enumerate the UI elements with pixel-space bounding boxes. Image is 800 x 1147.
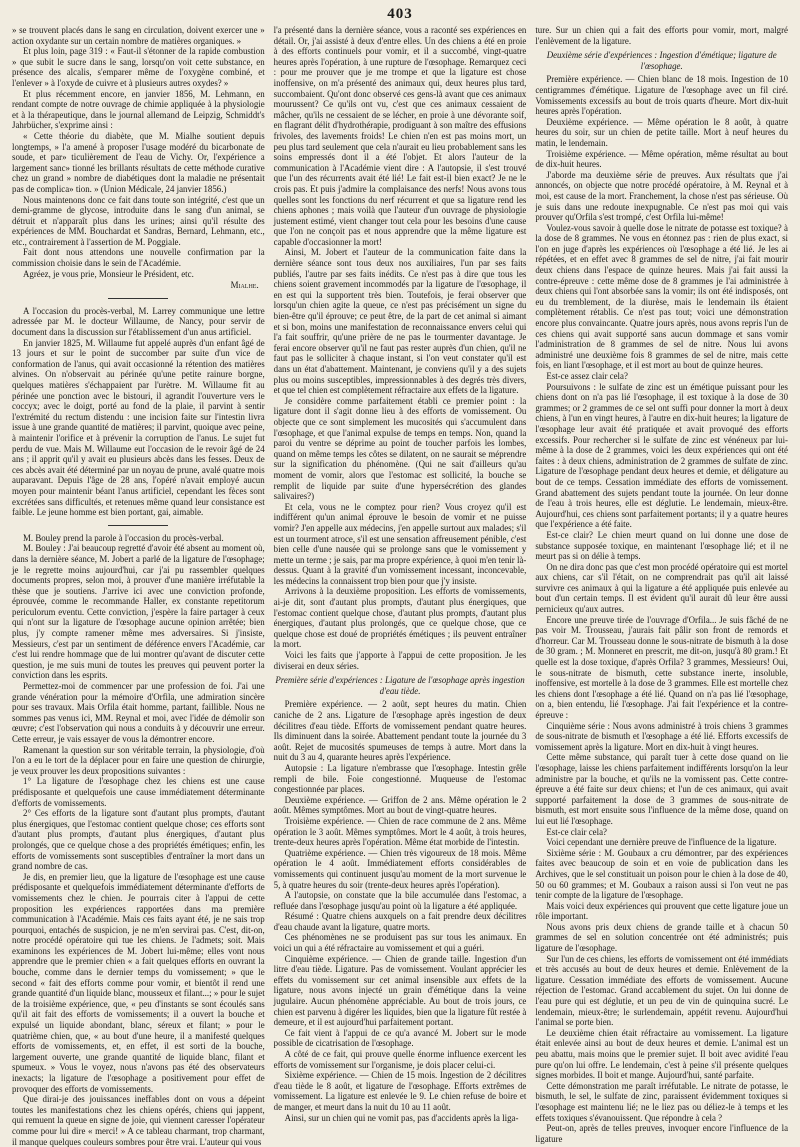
signature: Mialhe.: [230, 280, 259, 291]
paragraph: « Cette théorie du diabète, que M. Mialhe soutient depuis longtemps, » l'a amené à proposer l'usage modéré du bicarbonate de soude, et par» ticulièrement de l'eau de Vichy. Or, l'expérience a largement sanc» tionné les brillants résultats de cette méthode curative chez un grand » nombre de diabétiques dont la maladie ne présentait pas de complica» tion. » (Union Médicale, 24 janvier 1856.): [12, 130, 265, 194]
page-header: [12, 0, 788, 24]
paragraph: Et cela, vous ne le comptez pour rien? Vous croyez qu'il est indifférent qu'un animal éprouve le besoin de vomir et ne puisse vomir? J'en appelle aux médecins, j'en appelle surtout aux malades; s'il est un tourment atroce, s'il est une sensation affreusement pénible, c'est bien celle d'une nausée qui se prolonge sans que le vomissement y mette un terme ; je sais, par ma propre expérience, à quoi m'en tenir là-dessus. Quant à la gravité d'un vomissement incessant, inconcevable, les médecins la connaissent trop bien pour que j'y insiste.: [273, 501, 527, 586]
paragraph: On ne dira donc pas que c'est mon procédé opératoire qui est mortel aux chiens, car s'il l'était, on ne comprendrait pas qu'il ait laissé survivre ces animaux à qui la ligature a été appliquée puis enlevée au bout d'un certain temps. Il est évident qu'il aurait dû leur être aussi pernicieux qu'aux autres.: [535, 561, 789, 615]
separator-rule: [108, 298, 168, 299]
paragraph: Cinquième série : Nous avons administré à trois chiens 3 grammes de sous-nitrate de bismuth et l'œsophage a été lié. Efforts excessifs de vomissement après la ligature. Mort en dix-huit à vingt heures.: [535, 720, 789, 752]
paragraph: A l'occasion du procès-verbal, M. Larrey communique une lettre adressée par M. le docteur Willaume, de Nancy, pour servir de document dans la discussion sur l'établissement d'un anus artificiel.: [12, 305, 265, 338]
paragraph: Arrivons à la deuxième proposition. Les efforts de vomissements, ai-je dit, sont d'autant plus prompts, d'autant plus énergiques, que l'estomac contient quelque chose, d'autant plus prompts, d'autant plus énergiques, d'autant plus prolongés, que ce quelque chose, que ce quelque chose est doué de propriétés émétiques ; ils peuvent entraîner la mort.: [273, 586, 527, 650]
paragraph: J'aborde ma deuxième série de preuves. Aux résultats que j'ai annoncés, on objecte que notre procédé opératoire, à M. Reynal et à moi, est cause de la mort. Franchement, la chose n'est pas sérieuse. Où je suis dans une redoute inexpugnable. Ce n'est pas moi qui vais prouver qu'Orfila s'est trompé, c'est Orfila lui-même!: [535, 169, 789, 223]
experiment-paragraph: Cinquième expérience. — Chien de grande taille. Ingestion d'un litre d'eau tiède. Ligature. Pas de vomissement. Voulant apprécier les effets du vomissement sur cet animal insensible aux effets de la ligature, nous avons injecté un grain d'émétique dans la veine jugulaire. Aucun phénomène appréciable. Au bout de trois jours, ce chien est parvenu à digérer les liquides, bien que la ligature fût restée à demeure, et il est aujourd'hui parfaitement portant.: [273, 953, 527, 1028]
experiment-paragraph: Deuxième expérience. — Même opération le 8 août, à quatre heures du soir, sur un chien de petite taille. Mort à neuf heures du matin, le lendemain.: [535, 116, 789, 148]
paragraph: l'a présenté dans la dernière séance, vous a raconté ses expériences en détail. Or, j'ai assisté à deux d'entre elles. Un des chiens a été en proie à des efforts continuels pour vomir, et il a succombé, vingt-quatre heures après l'opération, à une rupture de l'œsophage. Remarquez ceci : pour me prouver que je me trompe et que la ligature est chose inoffensive, on m'a présenté des animaux qui, deux heures plus tard, succombaient. Qu'ont donc observé ces gens-là avant que ces animaux mourussent? Ce qu'ils ont vu, c'est que ces animaux cessaient de mâcher, qu'ils ne cessaient de se lécher, en proie à une dévorante soif, en flagrant délit d'hydrothérapie, prodiguant à son maître des effusions frivoles, des lavements froids! Le chien n'en est pas moins mort, un peu plus tard seulement que cela n'aurait eu lieu probablement sans les soins empressés dont il a été l'objet. Et alors l'auteur de la communication à l'Académie vient dire : A l'autopsie, il s'est trouvé que l'un des récurrents avait été lié! Le fait est-il bien exact? Je ne le crois pas. Et puis j'admire la complaisance des nerfs! Nous avons tous quelles sont les fonctions du nerf récurrent et que sa ligature rend les chiens aphones ; mais voilà que l'auteur d'un ouvrage de physiologie justement estimé, vient changer tout cela pour les besoins d'une cause que l'on ne conçoit pas et nous apprendre que la même ligature est capable d'occasionner la mort!: [273, 25, 527, 247]
paragraph: Agréez, je vous prie, Monsieur le Président, etc.: [23, 268, 194, 279]
paragraph: Et plus récemment encore, en janvier 1856, M. Lehmann, en rendant compte de notre ouvrage de chimie appliquée à la physiologie et à la thérapeutique, dans le journal allemand de Leipzig, Schmiddt's Jahrbücher, s'exprime ainsi :: [12, 88, 265, 131]
paragraph: A l'autopsie, on constate que la bile accumulée dans l'estomac, a refluée dans l'œsophage jusqu'au point où la ligature a été appliquée.: [273, 890, 527, 911]
experiment-paragraph: Troisième expérience. — Même opération, même résultat au bout de dix-huit heures.: [535, 148, 789, 170]
page-number: 403: [387, 6, 413, 22]
paragraph: 2° Ces efforts de la ligature sont d'autant plus prompts, d'autant plus énergiques, que l'estomac contient quelque chose; ces efforts sont d'autant plus prompts, d'autant plus énergiques, d'autant plus prolongés, que ce quelque chose a des propriétés émétiques; enfin, les efforts de vomissements sont susceptibles d'entraîner la mort dans un grand nombre de cas.: [12, 808, 265, 872]
paragraph: Sixième série : M. Goubaux a cru démontrer, par des expériences faites avec beaucoup de soin et en voie de publication dans les Archives, que le sel constituait un poison pour le chien à la dose de 40, 50 ou 60 grammes; et M. Goubaux a raison aussi si l'on veut ne pas tenir compte de la ligature de l'œsophage.: [535, 847, 789, 901]
paragraph: Autopsie : La ligature n'embrasse que l'œsophage. Intestin grêle rempli de bile. Foie congestionné. Muqueuse de l'estomac congestionnée par places.: [273, 762, 527, 795]
column-left: [12, 25, 265, 1147]
paragraph: Voici cependant une dernière preuve de l'influence de la ligature.: [546, 837, 777, 848]
paragraph: Fait dont nous attendons une nouvelle confirmation par la commission choisie dans le sein de l'Académie.: [12, 247, 265, 269]
paragraph: Nous avons pris deux chiens de grande taille et à chacun 50 grammes de sel en solution concentrée ont été administrés; puis ligature de l'œsophage.: [535, 921, 789, 954]
experiment-paragraph: Première expérience. — Chien blanc de 18 mois. Ingestion de 10 centigrammes d'émétique. Ligature de l'œsophage avec un fil ciré. Vomissements excessifs au bout de trois quarts d'heure. Mort dix-huit heures après l'opération.: [535, 74, 789, 117]
paragraph: Poursuivons : le sulfate de zinc est un émétique puissant pour les chiens dont on n'a pas lié l'œsophage, il est toxique à la dose de 30 grammes; or 2 grammes de ce sel ont suffi pour donner la mort à deux chiens, à l'un en vingt heures, à l'autre en dix-huit heures; la ligature de l'œsophage leur avait été pratiquée et avait provoqué des efforts excessifs. Pour rechercher si le sulfate de zinc est vénéneux par lui-même à la dose de 2 grammes, voici les deux expériences qui ont été faites : à deux chiens, administration de 2 grammes de sulfate de zinc. Ligature de l'œsophage pendant deux heures et demie, et déligature au bout de ce temps. Cessation immédiate des efforts de vomissement. Grand abattement des sujets pendant toute la journée. On leur donne de l'eau à trois heures, elle est déglutie. Le lendemain, mieux-être. Aujourd'hui, ces chiens sont parfaitement portants; il y a quatre heures que l'expérience a été faite.: [535, 381, 789, 530]
paragraph: M. Bouley : J'ai beaucoup regretté d'avoir été absent au moment où, dans la dernière séance, M. Jobert a parlé de la ligature de l'œsophage; je le regrette moins aujourd'hui, car j'ai pu rassembler quelques documents propres, selon moi, à prouver d'une manière irréfutable la thèse que je soutiens. J'arrive ici avec une conviction profonde, éprouvée, comme le recommande Haller, ex constante repetitorum periculorum eventu. Cette conviction, j'espère la faire partager à ceux qui n'ont sur la ligature de l'œsophage aucune opinion arrêtée; bien plus, j'y compte ramener même mes adversaires. Si j'insiste, Messieurs, c'est par un sentiment de déférence envers l'Académie, car c'est lui rendre hommage que de lui montrer qu'avant de discuter cette question, je me suis muni de toutes les preuves qui peuvent porter la conviction dans les esprits.: [12, 543, 265, 681]
paragraph: ture. Sur un chien qui a fait des efforts pour vomir, mort, malgré l'enlèvement de la ligature.: [535, 25, 789, 46]
paragraph: Ainsi, M. Jobert et l'auteur de la communication faite dans la dernière séance sont tous deux nos auxiliaires, l'un par ses faits publiés, l'autre par ses faits inédits. Ce n'est pas à dire que tous les chiens soient gravement incommodés par la ligature de l'œsophage, il en est qui la supportent très bien. Toutefois, je ferai observer que lorsqu'un chien agite la queue, ce n'est pas précisément un signe du bien-être qu'il éprouve; ce peut être, de la part de cet animal si aimant et si bon, moins une manifestation de reconnaissance envers celui qui l'a fait souffrir, qu'une prière de ne pas le tourmenter davantage. Je ferai encore observer qu'il ne faut pas rester auprès d'un chien, qu'il ne faut pas le solliciter à chaque instant, si l'on veut constater qu'il est dans un état d'abattement. Maintenant, je conviens qu'il y a des sujets plus ou moins susceptibles, impressionnables à des degrés très divers, et que tel chien est complètement réfractaire aux effets de la ligature.: [273, 247, 527, 396]
paragraph: Je considère comme parfaitement établi ce premier point : la ligature dont il s'agit donne lieu à des efforts de vomissement. Ou objecte que ce sont simplement les mucosités qui s'accumulent dans l'œsophage, et que l'animal expulse de temps en temps. Non, quand la paroi du ventre se déprime au point de toucher parfois les lombes, quand on même temps les côtes se dilatent, on ne saurait se méprendre sur la signification du phénomène. (Qui ne sait d'ailleurs qu'au moment de vomir, alors que l'estomac est sollicité, la bouche se remplit de liquide par suite d'une hypersécrétion des glandes salivaires?): [273, 395, 527, 502]
paragraph: Mais voici deux expériences qui prouvent que cette ligature joue un rôle important.: [535, 900, 789, 922]
paragraph: A côté de ce fait, qui prouve quelle énorme influence exercent les efforts de vomissement sur l'organisme, je dois placer celui-ci.: [273, 1049, 527, 1070]
paragraph: Encore une preuve tirée de l'ouvrage d'Orfila... Je suis fâché de ne pas voir M. Trousseau, j'aurais fait pâlir son front de remords et d'horreur. Car M. Trousseau donne le sous-nitrate de bismuth à la dose de 30 gram. ; M. Monneret en prescrit, me dit-on, jusqu'à 80 gram.! Et quelle est la dose toxique, d'après Orfila? 3 grammes, Messieurs! Oui, le sous-nitrate de bismuth, cette substance inerte, insoluble, inoffensive, est mortelle à la dose de 3 grammes. Elle est mortelle chez les chiens dont l'œsophage a été lié. Quand on n'a pas lié l'œsophage, on a, bien entendu, lié l'œsophage. J'ai fait l'expérience et la contre-épreuve :: [535, 614, 789, 720]
paragraph: Cette même substance, qui paraît tuer à cette dose quand on lie l'œsophage, laisse les chiens parfaitement indifférents lorsqu'on la leur administre par la bouche, et qu'ils ne la vomissent pas. Cette contre-épreuve a été faite sur deux chiens; et l'un de ces animaux, qui avait supporté parfaitement la dose de 3 grammes de sous-nitrate de bismuth, est mort ensuite sous l'influence de la même dose, quand on lui eut lié l'œsophage.: [535, 752, 789, 826]
paragraph: 1° La ligature de l'œsophage chez les chiens est une cause prédisposante et quelquefois une cause immédiatement déterminante d'efforts de vomissements.: [12, 776, 265, 808]
paragraph: Permettez-moi de commencer par une profession de foi. J'ai une grande vénération pour la mémoire d'Orfila, une admiration sincère pour ses travaux. Mais Orfila était homme, partant, faillible. Nous ne sommes pas venus ici, MM. Reynal et moi, avec l'idée de démolir son œuvre; c'est l'observation qui nous a conduits à y découvrir une erreur. Cette erreur, je vais essayer de vous la démontrer encore.: [12, 681, 265, 744]
experiment-paragraph: Troisième expérience. — Chien de race commune de 2 ans. Même opération le 3 août. Mêmes symptômes. Mort le 4 août, à trois heures, trente-deux heures après l'opération. Même état morbide de l'intestin.: [273, 815, 527, 848]
paragraph: Nous maintenons donc ce fait dans toute son intégrité, c'est que un demi-gramme de glycose, introduite dans le sang d'un animal, se détruit et n'apparaît plus dans les urines; ainsi qu'il résulte des expériences de MM. Bouchardat et Sandras, Bernard, Lehmann, etc., etc., contrairement à l'assertion de M. Poggiale.: [12, 194, 265, 247]
experiment-paragraph: Quatrième expérience. — Chien très vigoureux de 18 mois. Même opération le 4 août. Immédiatement efforts considérables de vomissements qui continuent jusqu'au moment de la mort survenue le 5, à quatre heures du soir (trente-deux heures après l'opération).: [273, 847, 527, 890]
paragraph: Ce fait vient à l'appui de ce qu'a avancé M. Jobert sur le mode possible de cicatrisation de l'œsophage.: [273, 1027, 527, 1049]
experiment-paragraph: Sixième expérience. — Chien de 15 mois. Ingestion de 2 décilitres d'eau tiède le 8 août, et ligature de l'œsophage. Efforts extrêmes de vomissement. La ligature est enlevée le 9. Le chien refuse de boire et de manger, et meurt dans la nuit du 10 au 11 août.: [273, 1070, 527, 1112]
paragraph: Est-ce clair cela?: [546, 826, 607, 837]
series-heading: Première série d'expériences : Ligature de l'œsophage après ingestion d'eau tiède.: [275, 675, 525, 696]
paragraph: Ainsi, sur un chien qui ne vomit pas, pas d'accidents après la liga-: [284, 1112, 519, 1123]
paragraph: Ramenant la question sur son véritable terrain, la physiologie, d'où l'on a eu le tort de la déplacer pour en faire une question de chirurgie, je veux prouver les deux propositions suivantes :: [12, 744, 265, 776]
experiment-paragraph: Deuxième expérience. — Griffon de 2 ans. Même opération le 2 août. Mêmes symptômes. Mort au bout de vingt-quatre heures.: [273, 794, 527, 816]
paragraph: Est-ce assez clair cela?: [546, 371, 628, 381]
paragraph: En janvier 1825, M. Willaume fut appelé auprès d'un enfant âgé de 13 jours et sur le point de succomber par suite d'un vice de conformation de l'anus, qui avait occasionné la rétention des matières alvines. On n'observait au périnée qu'une petite rainure borgne, quelques matières s'échappaient par l'urètre. M. Willaume fit au périnée une ponction avec le bistouri, il agrandit l'ouverture vers le coccyx; avec le doigt, porté au fond de la plaie, il parvint à sentir l'extrémité du rectum distendu : une incision faite sur l'intestin livra issue à une grande quantité de matières; il parvint, quoique avec peine, à maintenir l'orifice et à prévenir la corruption de l'anus. Le sujet fut perdu de vue. Mais M. Willaume eut l'occasion de le revoir âgé de 24 ans ; il apprit qu'il y avait eu plusieurs abcès dans les fesses. Deux de ces abcès avait été déterminé par un noyau de prune, avalé quatre mois auparavant. Depuis l'âge de 28 ans, l'opéré n'avait employé aucun moyen pour maintenir béant l'anus artificiel, cependant les fèces sont excrétées sans difficultés, et retenues même quand leur consistance est faible. Le jeune homme est bien portant, gai, aimable.: [12, 337, 265, 518]
paragraph: Ces phénomènes ne se produisent pas sur tous les animaux. En voici un qui a été réfractaire au vomissement et qui a guéri.: [273, 932, 527, 954]
paragraph: Je dis, en premier lieu, que la ligature de l'œsophage est une cause prédisposante et quelquefois immédiatement déterminante d'efforts de vomissements chez le chien. Je pourrais citer à l'appui de cette proposition les expériences rapportées dans ma première communication à l'Académie. Mais ces faits ayant été, je ne sais trop pourquoi, entachés de suspicion, je ne m'en servirai pas. C'est, dit-on, notre procédé opératoire qui tue les chiens. Je l'admets; soit. Mais examinons les expériences de M. Jobert lui-même; elles vont nous apprendre que le premier chien « a fait quelques efforts en ouvrant la bouche, comme dans le dernier temps du vomissement; » que le second « fait des efforts comme pour vomir, et bientôt il rend une grande quantité d'un liquide blanc, mousseux et filant...; » pour le sujet de la troisième expérience, que, « peu d'instants se sont écoulés sans qu'il ait fait des efforts de vomissements; il a ouvert la bouche et expulsé un liquide abondant, blanc, séreux et filant; » pour le quatrième chien, que, « au bout d'une heure, il a manifesté quelques efforts de vomissements, et, en effet, il est sorti de la bouche, largement ouverte, une grande quantité de liquide blanc, filant et spumeux. » Vous le voyez, nous n'avons pas été des observateurs inexacts; la ligature de l'œsophage a positivement pour effet de provoquer des efforts de vomissements.: [12, 871, 265, 1094]
paragraph: Que dirai-je des jouissances ineffables dont on vous a dépeint toutes les manifestations chez les chiens opérés, chiens qui jappent, qui remuent la queue en signe de joie, qui viennent caresser l'opérateur comme pour lui dire « merci! » A ce tableau charmant, trop charmant, il manque quelques couleurs sombres pour être vrai. L'auteur qui vous: [12, 1094, 265, 1147]
paragraph: Cette démonstration me paraît irréfutable. Le nitrate de potasse, le bismuth, le sel, le sulfate de zinc, paraissent évidemment toxiques si l'œsophage est maintenu lié; ne le liez pas ou déliez-le à temps et les effets toxiques s'évanouissent. Que répondre à cela ?: [535, 1080, 789, 1123]
paragraph: M. Bouley prend la parole à l'occasion du procès-verbal.: [23, 532, 224, 543]
paragraph: Sur l'un de ces chiens, les efforts de vomissement ont été immédiats et très accusés au bout de deux heures et demie. Enlèvement de la ligature. Cessation immédiate des efforts de vomissement. Aucune réjection de l'estomac. Grand accablement du sujet. On lui donne de l'eau pure qui est déglutie, et un peu de vin de quinquina sucré. Le lendemain, mieux-être; le surlendemain, appétit revenu. Aujourd'hui l'animal se porte bien.: [535, 953, 789, 1028]
column-right: [535, 25, 789, 1144]
paragraph: » se trouvent placés dans le sang en circulation, doivent exercer une » action oxydante sur un certain nombre de matières organiques. »: [12, 25, 265, 46]
separator-rule: [108, 525, 168, 526]
paragraph: Voici les faits que j'apporte à l'appui de cette proposition. Je les diviserai en deux séries.: [273, 650, 527, 671]
text-columns: [12, 25, 789, 1147]
experiment-paragraph: Première expérience. — 2 août, sept heures du matin. Chien caniche de 2 ans. Ligature de l'œsophage après ingestion de deux décilitres d'eau tiède. Efforts de vomissement pendant quatre heures. Ils diminuent dans la soirée. Abattement pendant toute la journée du 3 août. Rejet de mucosités spumeuses de temps à autre. Mort dans la nuit du 3 au 4, quarante heures après l'expérience.: [273, 699, 527, 763]
paragraph: Est-ce clair? Le chien meurt quand on lui donne une dose de substance supposée toxique, en maintenant l'œsophage lié; et il ne meurt pas si on délie à temps.: [535, 529, 789, 562]
series-heading: Deuxième série d'expériences : Ingestion d'émétique; ligature de l'œsophage.: [546, 50, 777, 71]
column-middle: [273, 25, 527, 1123]
paragraph: Peut-on, après de telles preuves, invoquer encore l'influence de la ligature: [535, 1123, 789, 1144]
paragraph: Et plus loin, page 319 : « Faut-il s'étonner de la rapide combustion » que subit le sucre dans le sang, lorsqu'on voit cette substance, en présence des alcalis, s'emparer même de l'oxygène combiné, et l'enlever » à l'oxyde de cuivre et à plusieurs autres oxydes? »: [12, 46, 265, 88]
paragraph: Voulez-vous savoir à quelle dose le nitrate de potasse est toxique? à la dose de 8 grammes. Ne vous en étonnez pas : rien de plus exact, si l'on en juge d'après les expériences où l'œsophage a été lié. Je les ai répétées, et en effet avec 8 grammes de sel de nitre, j'ai fait mourir deux chiens dans l'espace de quinze heures. Mais j'ai fait aussi la contre-épreuve : cette même dose de 8 grammes je l'ai administrée à deux chiens qui l'ont absorbée sans la vomir; ils ont été indisposés, ont eu du tremblement, de la diurèse, mais le lendemain ils étaient complètement rétablis. Ce n'est pas tout; voici une démonstration encore plus convaincante. Quatre jours après, nous avons repris l'un de ces chiens qui avait supporté sans aucun dommage et sans vomir l'administration de 8 grammes de sel de nitre. Nous lui avons administré une deuxième fois 8 grammes de sel de nitre, mais cette fois, en liant l'œsophage, et il est mort au bout de quinze heures.: [535, 222, 789, 371]
paragraph: Le deuxième chien était réfractaire au vomissement. La ligature était enlevée ainsi au bout de deux heures et demie. L'animal est un peu abattu, mais moins que le premier sujet. Il boit avec avidité l'eau pure qu'on lui offre. Le lendemain, c'est à peine s'il présente quelques signes morbides. Il boit et mange. Aujourd'hui, santé parfaite.: [535, 1027, 789, 1081]
paragraph: Résumé : Quatre chiens auxquels on a fait prendre deux décilitres d'eau chaude avant la ligature, quatre morts.: [273, 911, 527, 932]
